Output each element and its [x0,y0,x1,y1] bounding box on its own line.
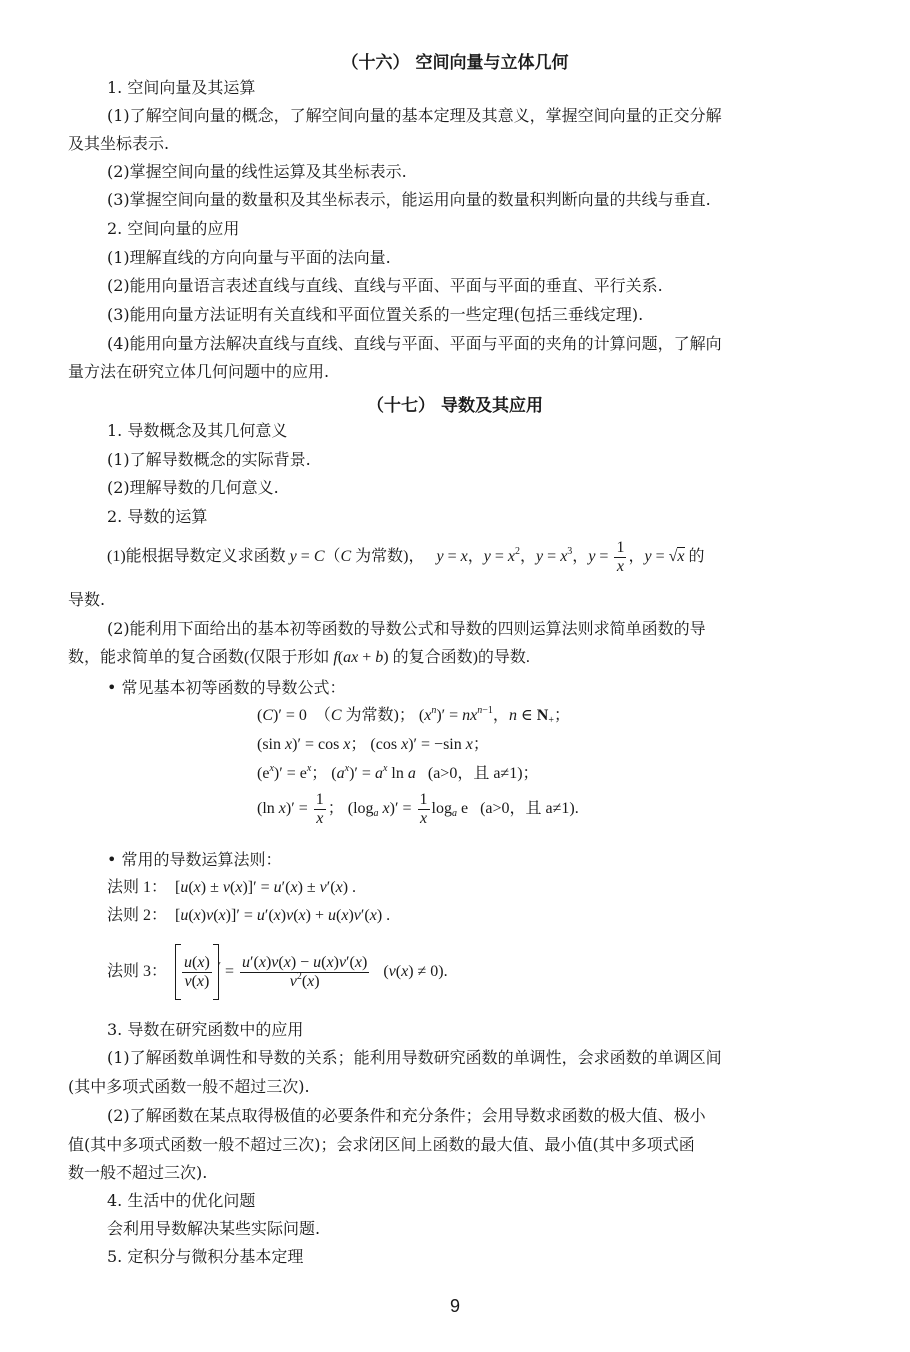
s17-line: 5. 定积分与微积分基本定理 [107,1247,304,1266]
s17-line: (1)了解导数概念的实际背景. [107,450,311,469]
daoshu-line: 导数. [68,590,106,609]
s17-line: 1. 导数概念及其几何意义 [107,421,288,440]
page-number: 9 [449,1296,460,1316]
rule-1-label: 法则 1： [107,879,168,896]
formula-exp: $(e^x)' = e^x$； $(a^x)' = a^x$ ln a (a>0，且 a≠1)； [257,763,539,782]
rule-2-label: 法则 2： [107,907,168,924]
s17-line: 值(其中多项式函数一般不超过三次)；会求闭区间上函数的最大值、最小值(其中多项式函 [68,1135,695,1154]
s16-line: 及其坐标表示. [68,134,170,153]
s16-line: (3)掌握空间向量的数量积及其坐标表示，能运用向量的数量积判断向量的共线与垂直. [107,190,711,209]
rule-1: 法则 1： [u(x) ± v(x)]′ = u′(x) ± v′(x) . [107,879,357,896]
s17-line: 4. 生活中的优化问题 [107,1191,256,1210]
s17-line: (1)了解函数单调性和导数的关系；能利用导数研究函数的单调性，会求函数的单调区间 [107,1048,722,1067]
rule-3-label: 法则 3： [107,963,168,980]
paren: （ [324,548,341,565]
formula-trig: (sin x)′ = cos x； (cos x)′ = −sin x； [257,736,489,753]
const-note: 为常数)， [355,548,425,565]
s16-line: (2)能用向量语言表述直线与直线、直线与平面、平面与平面的垂直、平行关系. [107,276,663,295]
formula-log-cond: (a>0，且 a≠1). [480,800,579,817]
para2-line2: 数，能求简单的复合函数(仅限于形如 f(ax + b) 的复合函数)的导数. [68,649,530,666]
s17-line: 会利用导数解决某些实际问题. [107,1219,321,1238]
s17-line: 3. 导数在研究函数中的应用 [107,1020,304,1039]
s16-line: (2)掌握空间向量的线性运算及其坐标表示. [107,162,407,181]
s17-line: (2)了解函数在某点取得极值的必要条件和充分条件；会用导数求函数的极大值、极小 [107,1106,706,1125]
para2-text-a: 数，能求简单的复合函数(仅限于形如 [68,649,330,666]
para2-text-b: 的复合函数)的导数. [392,649,530,666]
s16-line: 1. 空间向量及其运算 [107,78,256,97]
formula-const-power: (C)′ = 0 （C 为常数)； $(x^n)' = nx^{n-1}$，n ∈ $N_+$； [257,705,570,726]
rule-2: 法则 2： [u(x)v(x)]′ = u′(x)v(x) + u(x)v′(x) . [107,907,391,924]
s16-line: 2. 空间向量的应用 [107,219,240,238]
section-17-title: （十七） 导数及其应用 [367,396,543,416]
de-suffix: 的 [688,548,705,565]
para2-line1: (2)能利用下面给出的基本初等函数的导数公式和导数的四则运算法则求简单函数的导 [107,619,706,638]
section-16-title: （十六） 空间向量与立体几何 [341,53,569,73]
s16-line: 量方法在研究立体几何问题中的应用. [68,362,330,381]
s16-line: (1)了解空间向量的概念，了解空间向量的基本定理及其意义，掌握空间向量的正交分解 [107,106,722,125]
s17-line: (2)理解导数的几何意义. [107,478,279,497]
formula-exp-cond: (a>0，且 a≠1)； [427,765,539,782]
s16-line: (3)能用向量方法证明有关直线和平面位置关系的一些定理(包括三垂线定理). [107,305,644,324]
bullet-formulas: • 常见基本初等函数的导数公式： [107,678,346,697]
formula-const-note: 为常数)； [345,707,415,724]
formula-log: (ln x)′ = $\frac{1}{x}$ ； ($\log_a$ x)′ = $\frac{1}{x}$ $\log_a e$ (a>0，且 a≠1). [257,790,579,827]
s16-line: (1)理解直线的方向向量与平面的法向量. [107,248,391,267]
s17-line: 2. 导数的运算 [107,507,208,526]
bullet-rules: • 常用的导数运算法则： [107,850,282,869]
rule-3: 法则 3： $\frac{u(x)}{v(x)}$ ′ = $\frac{u'(x)v(x) - u(x)v'(x)}{v^2(x)}$ (v(x) ≠ 0). [107,944,448,1000]
s17-line: 数一般不超过三次). [68,1163,208,1182]
s16-line: (4)能用向量方法解决直线与直线、直线与平面、平面与平面的夹角的计算问题，了解向 [107,334,722,353]
basic-prefix: (1)能根据导数定义求函数 [107,548,286,565]
s17-line: (其中多项式函数一般不超过三次). [68,1077,310,1096]
basic-functions-line: (1)能根据导数定义求函数 y = C（C 为常数)， y = x，$y = x^2$，$y = x^3$，y = $\frac{1}{x}$ ，y = √x 的 [107,538,705,575]
